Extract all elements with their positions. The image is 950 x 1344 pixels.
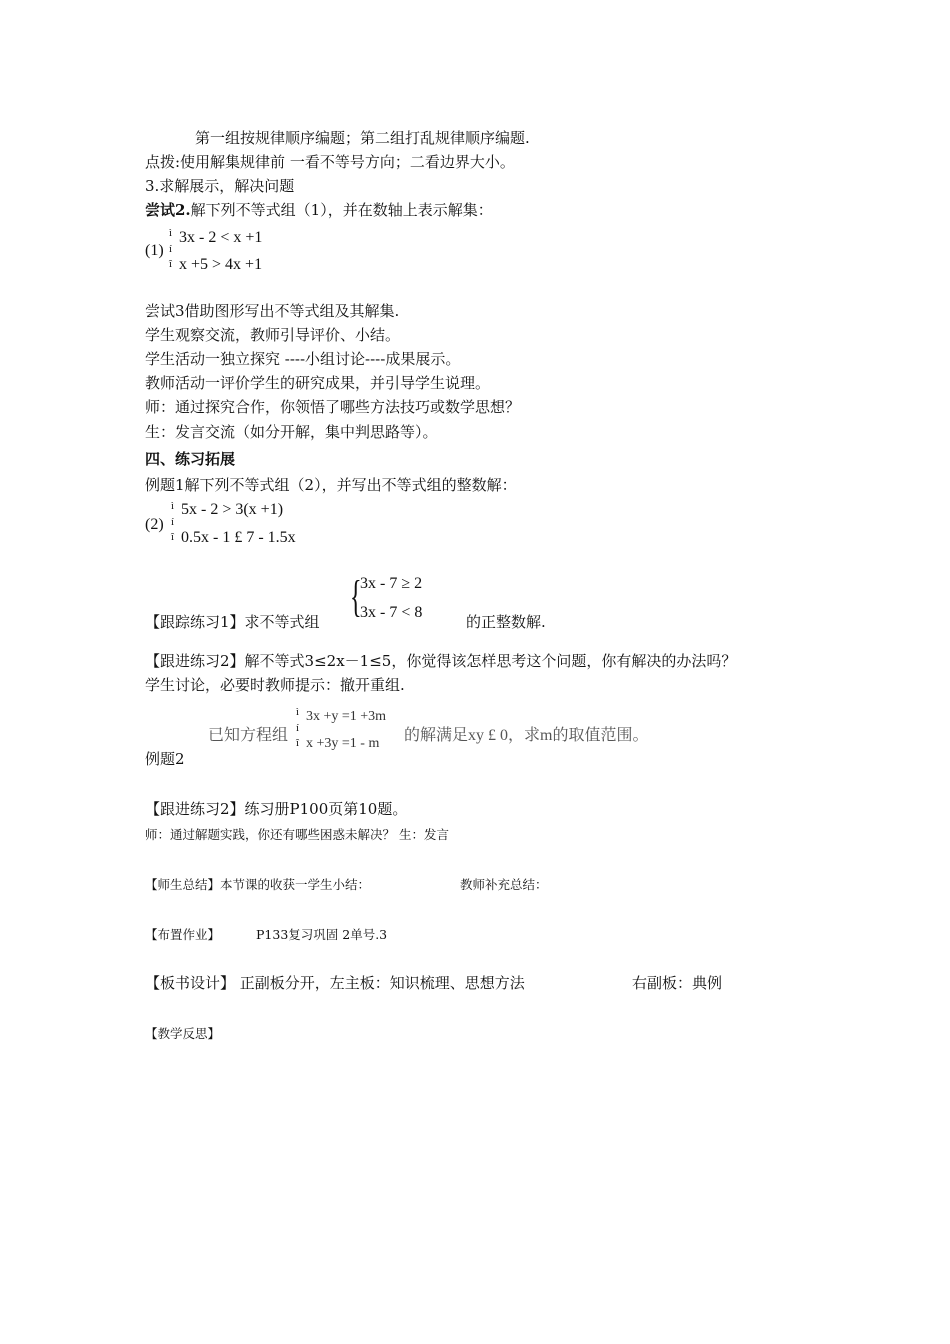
text-line: 的正整数解. <box>466 613 546 631</box>
text-line <box>145 199 493 221</box>
text-line: 生：发言交流（如分开解，集中判思路等）。 <box>145 423 438 441</box>
text-line: 例题1解下列不等式组（2），并写出不等式组的整数解： <box>145 476 517 494</box>
equation-row: 0.5x - 1 £ 7 - 1.5x <box>181 529 296 546</box>
text-line: 【教学反思】 <box>145 1026 221 1041</box>
equation-row: 3x - 7 ≥ 2 <box>360 575 423 592</box>
equation-prefix: 已知方程组 <box>208 727 289 744</box>
brace-bottom: î <box>171 531 175 543</box>
equation-label: (1) <box>145 242 164 259</box>
inequality-system-1 <box>145 226 305 280</box>
equation-row: 5x - 2 > 3(x +1) <box>181 501 284 518</box>
text-line: 学生讨论，必要时教师提示：撤开重组. <box>145 676 405 694</box>
equation-suffix: 的解满足xy £ 0，求m的取值范围。 <box>404 727 649 744</box>
equation-label: (2) <box>145 516 164 533</box>
text-span: 解下列不等式组（1），并在数轴上表示解集： <box>190 201 493 219</box>
equation-row: x +5 > 4x +1 <box>179 256 263 273</box>
text-line: 右副板：典例 <box>632 974 723 992</box>
text-line: 点拨:使用解集规律前 一看不等号方向；二看边界大小。 <box>145 153 515 171</box>
brace-top: ì <box>169 227 173 239</box>
brace-bottom: î <box>296 737 300 749</box>
brace-top: ì <box>296 706 300 718</box>
equation-row: 3x +y =1 +3m <box>306 709 387 724</box>
brace-bottom: î <box>169 258 173 270</box>
curly-brace: { <box>350 572 362 621</box>
section-heading: 四、练习拓展 <box>145 450 236 468</box>
text-line: 例题2 <box>145 750 185 768</box>
brace-middle: í <box>169 243 173 255</box>
text-line: 尝试3借助图形写出不等式组及其解集. <box>145 302 400 320</box>
text-line: 教师活动一评价学生的研究成果，并引导学生说理。 <box>145 374 491 392</box>
brace-middle: í <box>296 722 300 734</box>
equation-row: 3x - 2 < x +1 <box>179 229 263 246</box>
text-line: 学生活动一独立探究 ----小组讨论----成果展示。 <box>145 350 461 368</box>
text-line: 【板书设计】 正副板分开，左主板：知识梳理、思想方法 <box>145 974 525 992</box>
text-line: 【跟踪练习1】求不等式组 <box>145 613 320 631</box>
brace-middle: í <box>171 516 175 528</box>
equation-system-4 <box>208 706 678 760</box>
text-line: 师：通过解题实践，你还有哪些困惑未解决？ 生：发言 <box>145 827 449 842</box>
inequality-system-3 <box>350 572 460 630</box>
text-line: 学生观察交流，教师引导评价、小结。 <box>145 326 401 344</box>
text-line: P133复习巩固 2单号.3 <box>256 927 388 942</box>
bold-label: 尝试2. <box>145 201 191 219</box>
equation-row: x +3y =1 - m <box>306 736 380 751</box>
text-line: 第一组按规律顺序编题；第二组打乱规律顺序编题. <box>195 129 530 147</box>
text-line: 教师补充总结： <box>460 877 548 892</box>
text-line: 【跟进练习2】解不等式3≤2x－1≤5，你觉得该怎样思考这个问题，你有解决的办法吗？ <box>145 652 737 670</box>
text-line: 3.求解展示，解决问题 <box>145 177 295 195</box>
inequality-system-2 <box>145 500 345 554</box>
text-line: 师：通过探究合作，你领悟了哪些方法技巧或数学思想？ <box>145 398 521 416</box>
brace-top: ì <box>171 500 175 512</box>
equation-row: 3x - 7 < 8 <box>360 604 423 621</box>
text-line: 【布置作业】 <box>145 927 221 942</box>
text-line: 【师生总结】本节课的收获一学生小结： <box>145 877 371 892</box>
text-line: 【跟进练习2】练习册P100页第10题。 <box>145 800 408 818</box>
